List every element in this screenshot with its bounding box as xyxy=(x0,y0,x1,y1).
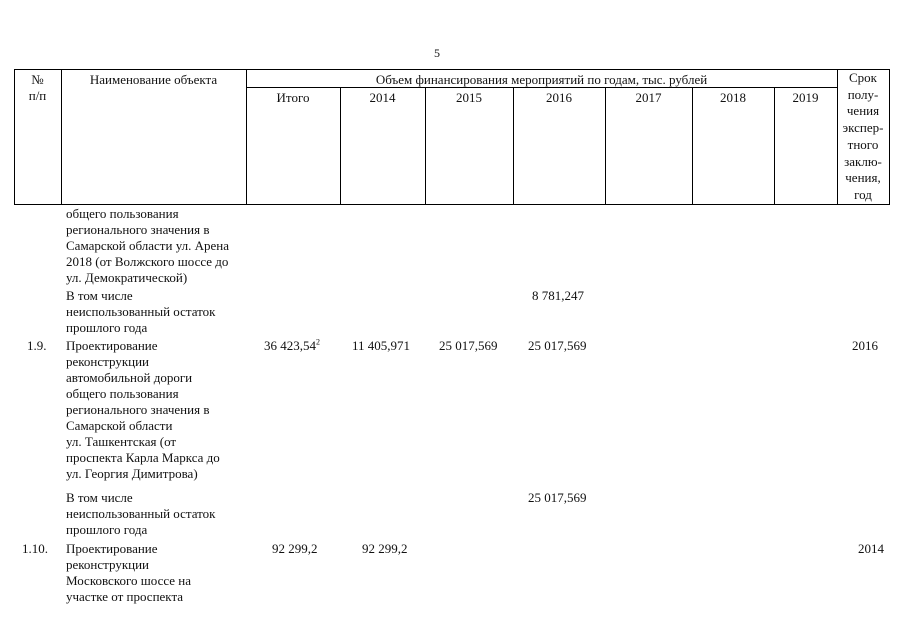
name-line: Проектирование xyxy=(66,541,158,556)
header-term-line: чения xyxy=(846,103,880,119)
carryover-2016: 25 017,569 xyxy=(528,490,587,505)
value-2015: 25 017,569 xyxy=(439,338,498,353)
name-line: Московского шоссе на xyxy=(66,573,192,588)
name-line: общего пользования xyxy=(66,386,179,401)
carryover-line: прошлого года xyxy=(66,320,148,335)
header-term-line: год xyxy=(854,186,872,202)
page-number: 5 xyxy=(434,46,440,60)
footnote-mark: 2 xyxy=(316,337,320,347)
total-value xyxy=(264,338,320,354)
name-line: ул. Георгия Димитрова) xyxy=(66,466,198,481)
header-name: Наименование объекта xyxy=(89,72,218,87)
total-amount: 36 423,54 xyxy=(264,338,316,353)
header-num-pp: п/п xyxy=(28,88,47,103)
carryover-line: неиспользованный остаток xyxy=(66,506,216,521)
name-line: ул. Ташкентская (от xyxy=(66,434,177,449)
header-term-line: полу- xyxy=(847,86,879,102)
table-header-bottom xyxy=(14,204,890,205)
header-term-line: Срок xyxy=(849,70,877,85)
term-year: 2014 xyxy=(858,541,884,556)
header-year-2019: 2019 xyxy=(792,90,819,105)
table-top-border xyxy=(14,69,890,70)
header-total: Итого xyxy=(276,90,310,105)
name-line: регионального значения в xyxy=(66,402,210,417)
header-year-2018: 2018 xyxy=(720,90,746,105)
name-line: регионального значения в xyxy=(66,222,210,237)
header-term-line: чения, xyxy=(845,170,881,186)
header-term xyxy=(837,70,889,204)
name-line: проспекта Карла Маркса до xyxy=(66,450,220,465)
row-number: 1.9. xyxy=(27,338,47,353)
name-line: ул. Демократической) xyxy=(66,270,188,285)
carryover-line: В том числе xyxy=(66,288,133,303)
name-line: реконструкции xyxy=(66,354,150,369)
name-line: общего пользования xyxy=(66,206,179,221)
header-year-2014: 2014 xyxy=(369,90,396,105)
header-year-2017: 2017 xyxy=(635,90,662,105)
term-year: 2016 xyxy=(852,338,878,353)
header-year-2016: 2016 xyxy=(546,90,572,105)
value-2014: 92 299,2 xyxy=(362,541,408,556)
name-line: участке от проспекта xyxy=(66,589,184,604)
header-term-line: заклю- xyxy=(844,153,882,169)
financing-divider xyxy=(246,87,837,88)
total-value: 92 299,2 xyxy=(272,541,318,556)
row-number: 1.10. xyxy=(22,541,48,556)
header-financing: Объем финансирования мероприятий по годам, тыс. рублей xyxy=(375,72,708,87)
col-border-right xyxy=(889,69,890,205)
name-line: Проектирование xyxy=(66,338,158,353)
name-line: реконструкции xyxy=(66,557,150,572)
col-border-num xyxy=(61,69,62,205)
value-2014: 11 405,971 xyxy=(352,338,411,353)
value-2016: 25 017,569 xyxy=(528,338,587,353)
name-line: 2018 (от Волжского шоссе до xyxy=(66,254,229,269)
carryover-line: В том числе xyxy=(66,490,133,505)
carryover-line: неиспользованный остаток xyxy=(66,304,216,319)
name-line: Самарской области xyxy=(66,418,173,433)
header-year-2015: 2015 xyxy=(456,90,482,105)
carryover-line: прошлого года xyxy=(66,522,148,537)
header-num-symbol: № xyxy=(31,72,44,87)
name-line: Самарской области ул. Арена xyxy=(66,238,229,253)
carryover-2016: 8 781,247 xyxy=(532,288,584,303)
header-term-line: тного xyxy=(847,136,879,152)
header-term-line: экспер- xyxy=(842,120,884,136)
name-line: автомобильной дороги xyxy=(66,370,193,385)
